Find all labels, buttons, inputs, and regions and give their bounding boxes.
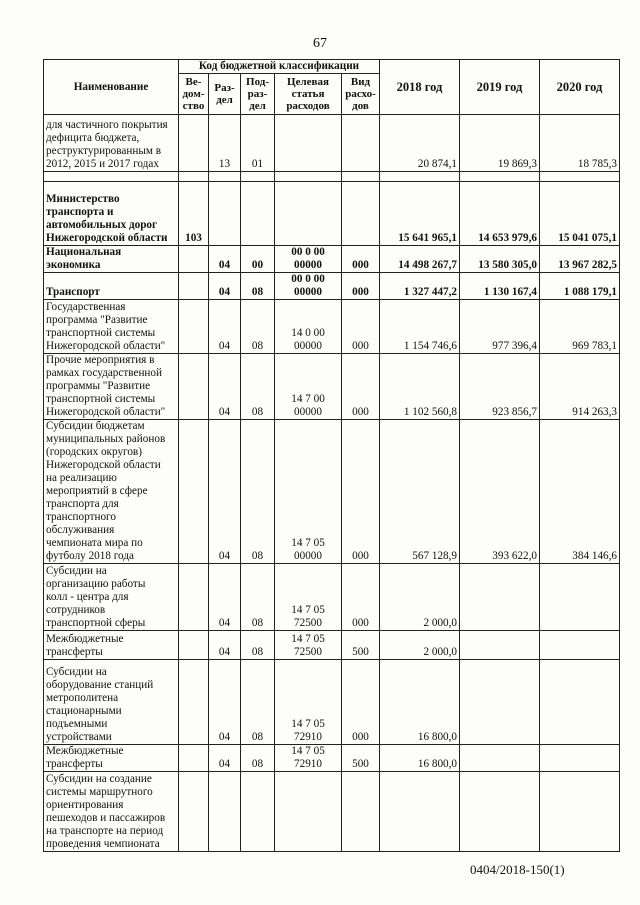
table-row: [44, 660, 620, 745]
cell-name-line: транспорта для: [46, 498, 119, 510]
cell-celevaya-statya: 14 0 00 00000: [275, 300, 342, 354]
cell-name-line: транспортной системы: [46, 327, 156, 339]
cell-amount-2020: 969 783,1: [540, 300, 620, 354]
cell-name-line: организацию работы: [46, 578, 146, 590]
header-celevaya-statya: Целевая статья расходов: [275, 74, 342, 115]
cell-razdel: 04: [209, 354, 241, 420]
cell-name-line: на реализацию: [46, 472, 117, 484]
cell-vid-rashodov: 500: [342, 745, 380, 772]
cell-celevaya-statya: [275, 772, 342, 852]
cell-amount-2019: [460, 772, 540, 852]
cell-celevaya-statya: 00 0 00 00000: [275, 246, 342, 273]
cell-podrazdel: 08: [241, 273, 275, 300]
cell-amount-2018: 1 102 560,8: [380, 354, 460, 420]
cell-amount-2020: [540, 745, 620, 772]
cell-celevaya-statya: 00 0 00 00000: [275, 273, 342, 300]
cell-amount-2019: [460, 745, 540, 772]
cell-amount-2019: [460, 172, 540, 182]
cell-name-line: Национальная: [46, 246, 122, 258]
cell-vedomstvo: [179, 564, 209, 631]
cell-name-line: Субсидии на: [46, 666, 107, 678]
cell-podrazdel: [241, 182, 275, 246]
header-year-2020: 2020 год: [540, 60, 620, 115]
cell-podrazdel: 00: [241, 246, 275, 273]
table-row: [44, 273, 620, 300]
page-number: 67: [313, 36, 327, 51]
cell-name-line: реструктурированным в: [46, 145, 162, 157]
cell-vid-rashodov: [342, 115, 380, 172]
cell-name: [44, 172, 179, 182]
header-name: Наименование: [44, 60, 179, 115]
cell-celevaya-statya: 14 7 05 00000: [275, 420, 342, 564]
cell-name-line: проведения чемпионата: [46, 838, 160, 850]
document-code: 0404/2018-150(1): [470, 862, 565, 877]
header-year-2019: 2019 год: [460, 60, 540, 115]
cell-vedomstvo: [179, 354, 209, 420]
cell-amount-2020: 1 088 179,1: [540, 273, 620, 300]
cell-amount-2019: 393 622,0: [460, 420, 540, 564]
cell-name-line: Нижегородской области: [46, 232, 168, 244]
cell-name-line: автомобильных дорог: [46, 219, 158, 231]
cell-name-line: Министерство: [46, 193, 120, 205]
table-row: [44, 172, 620, 182]
cell-podrazdel: [241, 172, 275, 182]
cell-name-line: 2012, 2015 и 2017 годах: [46, 158, 159, 170]
cell-amount-2020: [540, 660, 620, 745]
table-row: [44, 354, 620, 420]
cell-vid-rashodov: 000: [342, 564, 380, 631]
cell-name: [44, 354, 179, 420]
cell-amount-2020: [540, 772, 620, 852]
cell-name-line: сотрудников: [46, 604, 106, 616]
cell-podrazdel: 08: [241, 420, 275, 564]
cell-podrazdel: 08: [241, 564, 275, 631]
cell-name-line: подъемными: [46, 718, 108, 730]
cell-amount-2020: 384 146,6: [540, 420, 620, 564]
cell-name: [44, 246, 179, 273]
header-classification-group: Код бюджетной классификации: [179, 60, 380, 74]
cell-name-line: трансферты: [46, 646, 103, 658]
cell-vedomstvo: [179, 745, 209, 772]
cell-amount-2019: [460, 660, 540, 745]
cell-name: [44, 273, 179, 300]
cell-vedomstvo: [179, 115, 209, 172]
cell-name-line: транспортной сферы: [46, 617, 146, 629]
cell-name-line: Государственная: [46, 301, 126, 313]
cell-name: [44, 300, 179, 354]
header-vedomstvo: Ве- дом- ство: [179, 74, 209, 115]
cell-name-line: муниципальных районов: [46, 433, 166, 445]
cell-name-line: на транспорте на период: [46, 825, 164, 837]
cell-name-line: Прочие мероприятия в: [46, 354, 155, 366]
cell-podrazdel: 08: [241, 300, 275, 354]
cell-name-line: пешеходов и пассажиров: [46, 812, 166, 824]
table-row: [44, 772, 620, 852]
cell-razdel: 04: [209, 564, 241, 631]
cell-vedomstvo: [179, 772, 209, 852]
table-row: [44, 564, 620, 631]
cell-podrazdel: 08: [241, 631, 275, 660]
cell-celevaya-statya: 14 7 05 72500: [275, 564, 342, 631]
cell-vid-rashodov: [342, 172, 380, 182]
table-row: [44, 420, 620, 564]
cell-vedomstvo: [179, 631, 209, 660]
cell-name: [44, 660, 179, 745]
cell-podrazdel: 08: [241, 745, 275, 772]
cell-name-line: Нижегородской области: [46, 459, 161, 471]
table-body: [44, 115, 620, 852]
cell-razdel: [209, 172, 241, 182]
cell-name: [44, 182, 179, 246]
cell-name-line: стационарными: [46, 705, 122, 717]
cell-name-line: Субсидии на: [46, 565, 107, 577]
cell-vid-rashodov: 000: [342, 354, 380, 420]
cell-amount-2018: 1 154 746,6: [380, 300, 460, 354]
cell-name: [44, 115, 179, 172]
cell-amount-2018: 14 498 267,7: [380, 246, 460, 273]
table-row: [44, 246, 620, 273]
cell-podrazdel: 08: [241, 354, 275, 420]
cell-amount-2019: 13 580 305,0: [460, 246, 540, 273]
cell-vedomstvo: [179, 420, 209, 564]
cell-name-line: обслуживания: [46, 524, 115, 536]
cell-vid-rashodov: [342, 772, 380, 852]
cell-amount-2019: [460, 631, 540, 660]
cell-name-line: системы маршрутного: [46, 786, 153, 798]
cell-name: [44, 564, 179, 631]
cell-podrazdel: 08: [241, 660, 275, 745]
cell-razdel: 04: [209, 631, 241, 660]
cell-vid-rashodov: 000: [342, 420, 380, 564]
cell-amount-2018: 20 874,1: [380, 115, 460, 172]
header-podrazdel: Под- раз- дел: [241, 74, 275, 115]
cell-vid-rashodov: [342, 182, 380, 246]
cell-celevaya-statya: [275, 115, 342, 172]
cell-name-line: Транспорт: [46, 286, 100, 298]
cell-name-line: мероприятий в сфере: [46, 485, 148, 497]
cell-amount-2019: 19 869,3: [460, 115, 540, 172]
cell-vedomstvo: [179, 300, 209, 354]
cell-vedomstvo: 103: [179, 182, 209, 246]
cell-name-line: устройствами: [46, 731, 112, 743]
cell-celevaya-statya: [275, 182, 342, 246]
cell-razdel: 13: [209, 115, 241, 172]
cell-amount-2020: [540, 564, 620, 631]
cell-amount-2020: 914 263,3: [540, 354, 620, 420]
cell-name-line: рамках государственной: [46, 367, 162, 379]
table-row: [44, 631, 620, 660]
cell-amount-2018: 567 128,9: [380, 420, 460, 564]
cell-name-line: ориентирования: [46, 799, 124, 811]
cell-vedomstvo: [179, 273, 209, 300]
cell-name-line: для частичного покрытия: [46, 119, 168, 131]
cell-vedomstvo: [179, 172, 209, 182]
cell-amount-2018: 15 641 965,1: [380, 182, 460, 246]
cell-amount-2018: [380, 172, 460, 182]
cell-razdel: 04: [209, 246, 241, 273]
cell-vid-rashodov: 000: [342, 660, 380, 745]
cell-name-line: Межбюджетные: [46, 745, 124, 757]
cell-celevaya-statya: 14 7 05 72500: [275, 631, 342, 660]
cell-name-line: программы "Развитие: [46, 380, 151, 392]
cell-amount-2018: 2 000,0: [380, 631, 460, 660]
cell-name: [44, 772, 179, 852]
table-row: [44, 745, 620, 772]
cell-razdel: [209, 182, 241, 246]
cell-amount-2020: 18 785,3: [540, 115, 620, 172]
cell-name-line: трансферты: [46, 758, 103, 770]
cell-name-line: Нижегородской области": [46, 340, 166, 352]
cell-razdel: 04: [209, 300, 241, 354]
cell-name-line: колл - центра для: [46, 591, 129, 603]
cell-amount-2018: 16 800,0: [380, 745, 460, 772]
cell-name-line: транспортного: [46, 511, 116, 523]
cell-razdel: 04: [209, 745, 241, 772]
cell-name: [44, 745, 179, 772]
cell-razdel: 04: [209, 420, 241, 564]
cell-celevaya-statya: 14 7 05 72910: [275, 745, 342, 772]
cell-amount-2018: 2 000,0: [380, 564, 460, 631]
cell-razdel: 04: [209, 660, 241, 745]
cell-name-line: экономика: [46, 259, 101, 271]
cell-amount-2020: 13 967 282,5: [540, 246, 620, 273]
cell-name-line: оборудование станций: [46, 679, 154, 691]
cell-vid-rashodov: 000: [342, 300, 380, 354]
cell-amount-2019: 1 130 167,4: [460, 273, 540, 300]
cell-name: [44, 631, 179, 660]
cell-name-line: Субсидии на создание: [46, 773, 152, 785]
cell-amount-2020: 15 041 075,1: [540, 182, 620, 246]
budget-table: [43, 59, 620, 852]
cell-celevaya-statya: 14 7 05 72910: [275, 660, 342, 745]
cell-name-line: (городских округов): [46, 446, 142, 458]
cell-amount-2020: [540, 172, 620, 182]
cell-vid-rashodov: 000: [342, 246, 380, 273]
cell-name-line: чемпионата мира по: [46, 537, 143, 549]
table-row: [44, 115, 620, 172]
cell-vedomstvo: [179, 246, 209, 273]
cell-name-line: дефицита бюджета,: [46, 132, 140, 144]
cell-vid-rashodov: 000: [342, 273, 380, 300]
cell-amount-2019: 977 396,4: [460, 300, 540, 354]
cell-razdel: 04: [209, 273, 241, 300]
cell-amount-2018: 1 327 447,2: [380, 273, 460, 300]
header-vid-rashodov: Вид расхо- дов: [342, 74, 380, 115]
cell-amount-2018: [380, 772, 460, 852]
cell-vid-rashodov: 500: [342, 631, 380, 660]
header-razdel: Раз- дел: [209, 74, 241, 115]
header-year-2018: 2018 год: [380, 60, 460, 115]
cell-razdel: [209, 772, 241, 852]
cell-amount-2018: 16 800,0: [380, 660, 460, 745]
cell-podrazdel: 01: [241, 115, 275, 172]
cell-vedomstvo: [179, 660, 209, 745]
cell-name-line: программа "Развитие: [46, 314, 148, 326]
cell-amount-2019: [460, 564, 540, 631]
cell-celevaya-statya: [275, 172, 342, 182]
cell-name-line: Нижегородской области": [46, 406, 166, 418]
cell-podrazdel: [241, 772, 275, 852]
cell-name-line: транспортной системы: [46, 393, 156, 405]
cell-amount-2019: 923 856,7: [460, 354, 540, 420]
cell-name-line: Субсидии бюджетам: [46, 420, 145, 432]
table-row: [44, 300, 620, 354]
cell-celevaya-statya: 14 7 00 00000: [275, 354, 342, 420]
cell-name-line: метрополитена: [46, 692, 119, 704]
cell-name-line: транспорта и: [46, 206, 114, 218]
cell-name-line: футболу 2018 года: [46, 550, 134, 562]
cell-amount-2019: 14 653 979,6: [460, 182, 540, 246]
table-row: [44, 182, 620, 246]
cell-name-line: Межбюджетные: [46, 633, 124, 645]
cell-name: [44, 420, 179, 564]
cell-amount-2020: [540, 631, 620, 660]
